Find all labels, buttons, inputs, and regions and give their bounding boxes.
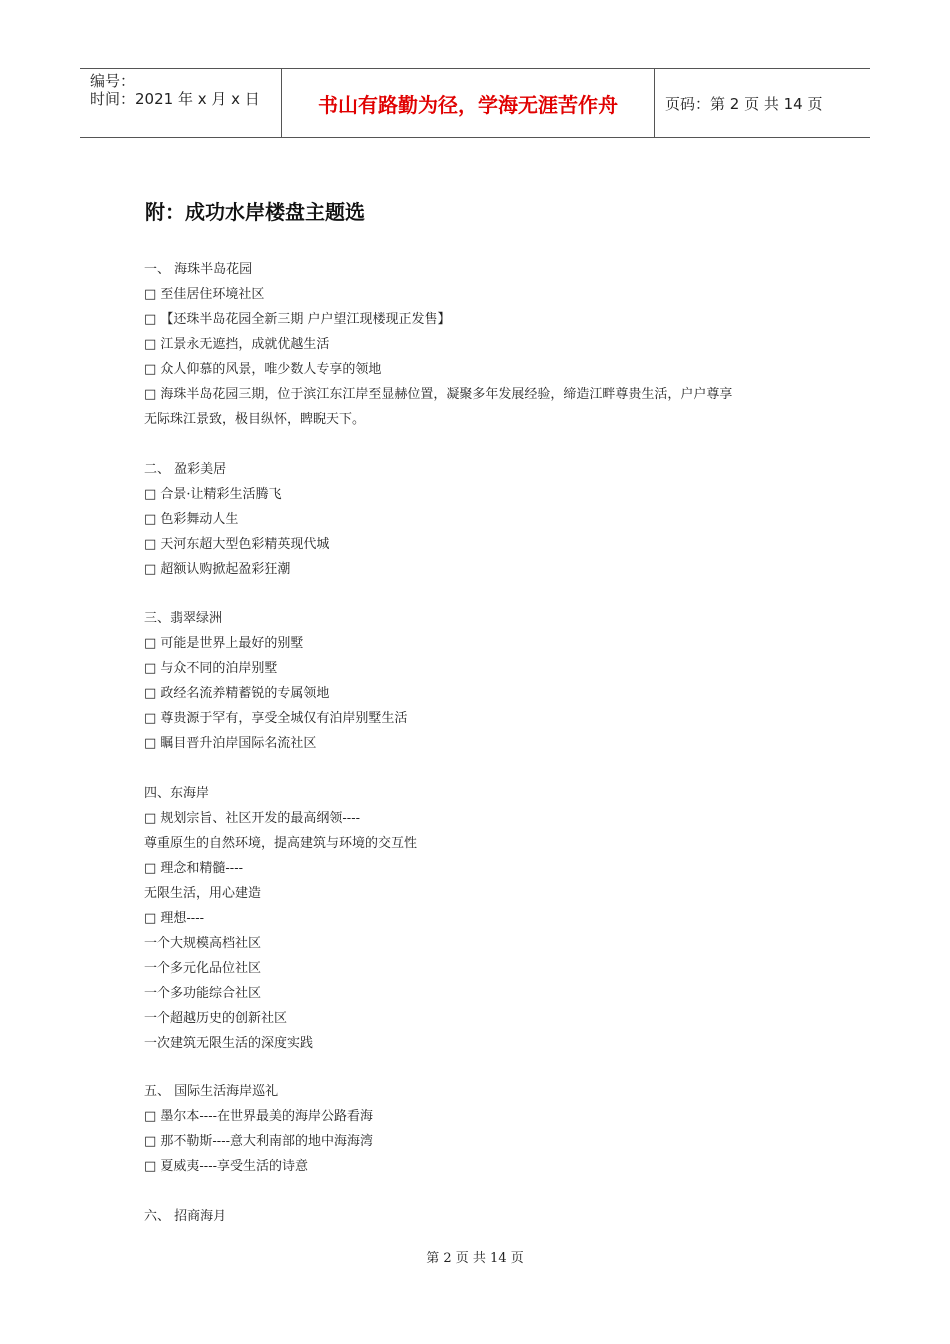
paragraph-line: 尊重原生的自然环境，提高建筑与环境的交互性 [144, 836, 418, 851]
list-item: □ 可能是世界上最好的别墅 [144, 636, 304, 651]
page-footer: 第 2 页 共 14 页 [426, 1251, 524, 1266]
list-item: □ 天河东超大型色彩精英现代城 [144, 537, 330, 552]
list-item: □ 江景永无遮挡，成就优越生活 [144, 337, 330, 352]
list-item: □ 墨尔本----在世界最美的海岸公路看海 [144, 1109, 373, 1124]
paragraph-line: 一个多功能综合社区 [144, 986, 262, 1001]
section-heading: 二、 盈彩美居 [144, 462, 227, 477]
section-heading: 一、 海珠半岛花园 [144, 262, 253, 277]
paragraph-line: 一个超越历史的创新社区 [144, 1011, 288, 1026]
list-item: □ 众人仰慕的风景，唯少数人专享的领地 [144, 362, 382, 377]
header-page-info: 页码：第 2 页 共 14 页 [665, 94, 823, 113]
paragraph-line: 一个大规模高档社区 [144, 936, 262, 951]
paragraph-line: 一个多元化品位社区 [144, 961, 262, 976]
list-item: □ 理念和精髓---- [144, 861, 243, 876]
paragraph-line: 无际珠江景致，极目纵怀，睥睨天下。 [144, 412, 366, 427]
list-item: □ 海珠半岛花园三期，位于滨江东江岸至显赫位置，凝聚多年发展经验，缔造江畔尊贵生活，户户尊享 [144, 387, 733, 402]
date-label: 时间：2021 年 x 月 x 日 [90, 90, 260, 108]
section-heading: 六、 招商海月 [144, 1209, 227, 1224]
list-item: □ 尊贵源于罕有，享受全城仅有泊岸别墅生活 [144, 711, 408, 726]
list-item: □ 色彩舞动人生 [144, 512, 239, 527]
list-item: □ 至佳居住环境社区 [144, 287, 265, 302]
list-item: □ 【还珠半岛花园全新三期 户户望江现楼现正发售】 [144, 312, 451, 327]
list-item: □ 那不勒斯----意大利南部的地中海海湾 [144, 1134, 373, 1149]
list-item: □ 夏威夷----享受生活的诗意 [144, 1159, 308, 1174]
list-item: □ 规划宗旨、社区开发的最高纲领---- [144, 811, 360, 826]
paragraph-line: 无限生活，用心建造 [144, 886, 262, 901]
list-item: □ 合景·让精彩生活腾飞 [144, 487, 282, 502]
section-heading: 三、翡翠绿洲 [144, 611, 223, 626]
paragraph-line: 一次建筑无限生活的深度实践 [144, 1036, 314, 1051]
number-label: 编号： [90, 72, 136, 90]
list-item: □ 理想---- [144, 911, 204, 926]
document-title: 附：成功水岸楼盘主题选 [145, 200, 365, 224]
list-item: □ 与众不同的泊岸别墅 [144, 661, 278, 676]
section-heading: 五、 国际生活海岸巡礼 [144, 1084, 279, 1099]
section-heading: 四、东海岸 [144, 786, 210, 801]
list-item: □ 超额认购掀起盈彩狂潮 [144, 562, 291, 577]
page-header [80, 68, 870, 138]
header-meta [80, 69, 282, 137]
list-item: □ 瞩目晋升泊岸国际名流社区 [144, 736, 317, 751]
header-motto: 书山有路勤为径，学海无涯苦作舟 [282, 69, 655, 137]
list-item: □ 政经名流养精蓄锐的专属领地 [144, 686, 330, 701]
